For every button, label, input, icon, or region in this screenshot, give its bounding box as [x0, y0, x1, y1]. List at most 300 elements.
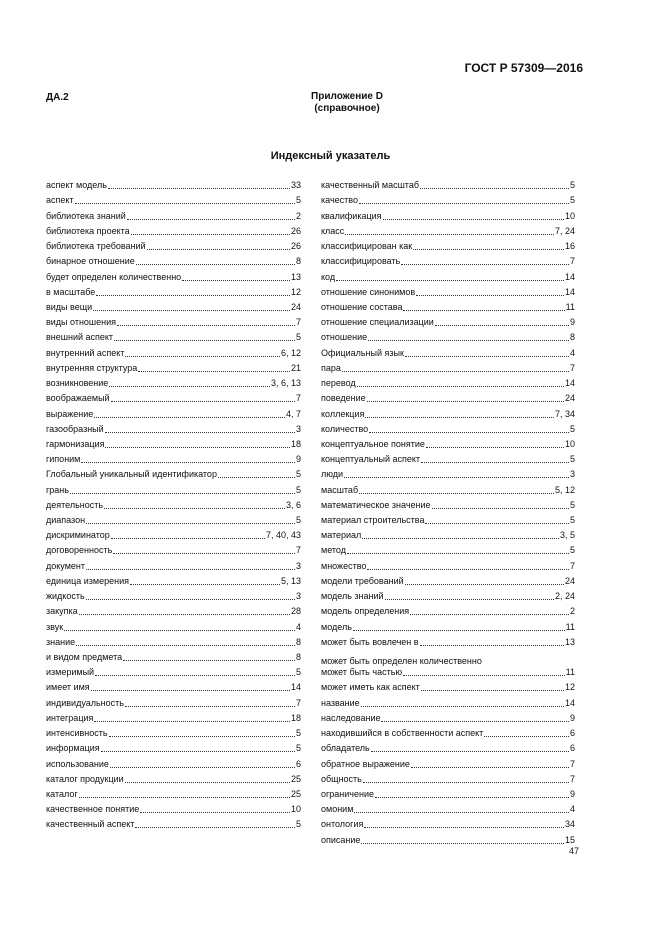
dot-leader [365, 407, 554, 418]
index-entry-term: обратное выражение [321, 758, 410, 769]
dot-leader [385, 589, 554, 600]
index-entry [321, 541, 575, 556]
index-entry [46, 511, 301, 526]
index-entry [46, 252, 301, 267]
index-entry-pages: 7, 40, 43 [265, 530, 301, 541]
index-entry-term: будет определен количественно [46, 271, 182, 282]
index-entry-pages: 11 [565, 301, 575, 312]
index-entry [321, 343, 575, 358]
index-entry-term: библиотека проекта [46, 225, 130, 236]
dot-leader [81, 452, 295, 463]
index-entry [321, 267, 575, 282]
index-entry-term: материал [321, 530, 362, 541]
index-entry-pages: 5 [295, 728, 301, 739]
index-entry-pages: 33 [290, 180, 301, 191]
index-entry-pages: 26 [290, 225, 301, 236]
index-entry-pages: 4 [295, 621, 301, 632]
index-entry-pages: 3, 6 [285, 499, 301, 510]
index-entry [321, 587, 575, 602]
index-entry [321, 450, 575, 465]
dot-leader [109, 726, 295, 737]
index-entry-pages: 6 [295, 758, 301, 769]
dot-leader [79, 604, 290, 615]
dot-leader [147, 239, 290, 250]
index-entry-pages: 5 [569, 545, 575, 556]
index-entry-pages: 5, 12 [554, 484, 575, 495]
index-entry [46, 709, 301, 724]
index-entry-pages: 5 [569, 499, 575, 510]
dot-leader [182, 270, 290, 281]
dot-leader [70, 483, 295, 494]
index-entry [46, 496, 301, 511]
dot-leader [367, 391, 564, 402]
dot-leader [357, 376, 564, 387]
index-entry [321, 572, 575, 587]
dot-leader [361, 833, 564, 844]
index-entry-term: дискриминатор [46, 530, 110, 541]
dot-leader [345, 224, 554, 235]
index-entry-term: внешний аспект [46, 332, 114, 343]
index-entry-pages: 3 [295, 591, 301, 602]
index-entry-term: количество [321, 423, 369, 434]
dot-leader [361, 696, 564, 707]
dot-leader [86, 513, 295, 524]
index-entry [321, 785, 575, 800]
index-entry-pages: 18 [290, 712, 301, 723]
dot-leader [79, 787, 290, 798]
index-entry-pages: 14 [290, 682, 301, 693]
index-entry-term: газообразный [46, 423, 104, 434]
index-entry-pages: 3, 6, 13 [270, 378, 301, 389]
dot-leader [353, 620, 565, 631]
index-entry-pages: 3 [569, 469, 575, 480]
index-entry-term: концептуальное понятие [321, 438, 425, 449]
index-entry-term: ограничение [321, 788, 374, 799]
index-entry-term: пара [321, 362, 341, 373]
dot-leader [127, 209, 295, 220]
index-entry [46, 389, 301, 404]
index-entry-pages: 8 [295, 256, 301, 267]
index-entry-term: виды отношения [46, 317, 117, 328]
dot-leader [86, 559, 295, 570]
index-entry [46, 420, 301, 435]
dot-leader [131, 224, 290, 235]
index-entry [321, 435, 575, 450]
index-entry-pages: 7, 34 [554, 408, 575, 419]
index-entry-pages: 15 [564, 834, 575, 845]
index-entry [46, 572, 301, 587]
dot-leader [117, 315, 295, 326]
index-entry-pages: 5 [295, 469, 301, 480]
index-entry [46, 328, 301, 343]
index-entry-term: отношение синонимов [321, 286, 416, 297]
index-entry-term: поведение [321, 393, 366, 404]
index-entry [46, 283, 301, 298]
index-entry-term: название [321, 697, 360, 708]
index-entry [321, 389, 575, 404]
dot-leader [403, 665, 565, 676]
dot-leader [426, 437, 564, 448]
index-entry-pages: 5 [295, 743, 301, 754]
index-entry [321, 830, 575, 845]
dot-leader [401, 254, 569, 265]
dot-leader [381, 711, 569, 722]
index-entry-pages: 7 [569, 560, 575, 571]
index-entry-term: аспект [46, 195, 74, 206]
index-entry [321, 709, 575, 724]
index-entry [46, 465, 301, 480]
index-entry-term: качественное понятие [46, 804, 140, 815]
index-entry-pages: 21 [290, 362, 301, 373]
index-entry-term: классифицировать [321, 256, 401, 267]
index-entry-term: единица измерения [46, 575, 129, 586]
index-entry [46, 267, 301, 282]
index-entry-pages: 5 [295, 515, 301, 526]
index-entry-pages: 5 [569, 180, 575, 191]
index-entry-term: Официальный язык [321, 347, 404, 358]
index-entry-pages: 34 [564, 819, 575, 830]
index-entry [46, 754, 301, 769]
index-entry-pages: 5 [295, 332, 301, 343]
index-entry-term: находившийся в собственности аспект [321, 728, 484, 739]
index-entry-pages: 14 [564, 271, 575, 282]
index-entry [46, 480, 301, 495]
index-entry-term: коллекция [321, 408, 365, 419]
index-entry-pages: 13 [290, 271, 301, 282]
index-entry [321, 252, 575, 267]
index-entry [321, 739, 575, 754]
index-entry-pages: 26 [290, 241, 301, 252]
index-entry-term: множество [321, 560, 367, 571]
index-entry-pages: 5 [569, 423, 575, 434]
index-entry [46, 556, 301, 571]
index-entry-pages: 25 [290, 773, 301, 784]
dot-leader [136, 254, 295, 265]
index-entry-term: грань [46, 484, 69, 495]
index-entry-pages: 6, 12 [280, 347, 301, 358]
index-entry-pages: 7, 24 [554, 225, 575, 236]
index-entry [46, 191, 301, 206]
index-entry-pages: 16 [564, 241, 575, 252]
index-entry-pages: 5, 13 [280, 575, 301, 586]
index-entry-term: информация [46, 743, 100, 754]
index-entry-term: договоренность [46, 545, 113, 556]
standard-designation: ГОСТ Р 57309—2016 [464, 61, 583, 75]
index-entry-term: общность [321, 773, 362, 784]
dot-leader [416, 285, 564, 296]
index-entry-pages: 11 [565, 667, 575, 678]
index-entry-pages: 4 [569, 804, 575, 815]
dot-leader [364, 817, 564, 828]
index-entry-pages: 10 [564, 438, 575, 449]
index-entry-pages: 9 [569, 317, 575, 328]
index-entry [321, 602, 575, 617]
index-entry-pages: 7 [295, 317, 301, 328]
dot-leader [140, 802, 290, 813]
index-entry [46, 785, 301, 800]
index-entry-pages: 8 [569, 332, 575, 343]
dot-leader [94, 407, 285, 418]
index-entry-pages: 5 [569, 515, 575, 526]
index-entry-term: воображаемый [46, 393, 110, 404]
dot-leader [64, 620, 295, 631]
index-entry-term: в масштабе [46, 286, 96, 297]
index-entry-term: аспект модель [46, 180, 107, 191]
dot-leader [125, 696, 295, 707]
dot-leader [342, 361, 569, 372]
index-entry-term: диапазон [46, 515, 86, 526]
dot-leader [109, 376, 270, 387]
dot-leader [383, 209, 564, 220]
index-entry-term: Глобальный уникальный идентификатор [46, 469, 217, 480]
index-entry-term: метод [321, 545, 346, 556]
dot-leader [375, 787, 569, 798]
dot-leader [411, 757, 569, 768]
index-entry-pages: 5 [569, 454, 575, 465]
dot-leader [218, 467, 295, 478]
index-entry-pages: 7 [569, 773, 575, 784]
index-entry-pages: 6 [569, 728, 575, 739]
dot-leader [369, 422, 569, 433]
dot-leader [96, 285, 290, 296]
index-entry-term: качественный масштаб [321, 180, 419, 191]
dot-leader [435, 315, 569, 326]
index-entry-term: использование [46, 758, 109, 769]
index-entry [46, 298, 301, 313]
dot-leader [362, 528, 559, 539]
dot-leader [371, 741, 569, 752]
index-entry-term: люди [321, 469, 344, 480]
index-entry-term: онтология [321, 819, 364, 830]
index-entry [46, 633, 301, 648]
index-entry-pages: 7 [295, 545, 301, 556]
index-entry-term: гипоним [46, 454, 81, 465]
index-entry-term: звук [46, 621, 64, 632]
index-entry-term: имеет имя [46, 682, 90, 693]
index-entry-pages: 10 [290, 804, 301, 815]
section-number: ДА.2 [46, 92, 69, 103]
index-entry-term: интеграция [46, 712, 94, 723]
index-entry-term: выражение [46, 408, 94, 419]
dot-leader [93, 300, 290, 311]
index-entry-term: качественный аспект [46, 819, 135, 830]
index-entry [321, 633, 575, 648]
index-entry [321, 191, 575, 206]
index-entry-pages: 28 [290, 606, 301, 617]
index-entry [321, 770, 575, 785]
index-column-left [46, 176, 301, 830]
index-entry-pages: 3 [295, 560, 301, 571]
index-entry-term: виды вещи [46, 301, 93, 312]
index-entry [321, 648, 575, 678]
index-entry [321, 237, 575, 252]
index-entry [321, 404, 575, 419]
index-entry [321, 511, 575, 526]
index-entry-term: квалификация [321, 210, 382, 221]
index-entry-term: концептуальный аспект [321, 454, 421, 465]
index-entry [321, 359, 575, 374]
index-entry-term: наследование [321, 712, 381, 723]
index-entry-pages: 8 [295, 652, 301, 662]
index-entry [321, 328, 575, 343]
dot-leader [110, 757, 295, 768]
dot-leader [76, 635, 295, 646]
index-entry-term: масштаб [321, 484, 359, 495]
index-entry-pages: 12 [290, 286, 301, 297]
index-entry-pages: 4 [569, 347, 575, 358]
index-entry [321, 465, 575, 480]
index-entry [46, 617, 301, 632]
dot-leader [125, 772, 290, 783]
index-entry-pages: 7 [569, 256, 575, 267]
index-entry-term: отношение специализации [321, 317, 434, 328]
index-entry [46, 724, 301, 739]
index-entry-term: модели требований [321, 575, 404, 586]
dot-leader [105, 437, 290, 448]
index-entry [46, 374, 301, 389]
index-entry-pages: 18 [290, 438, 301, 449]
dot-leader [367, 559, 569, 570]
index-entry-pages: 4, 7 [285, 408, 301, 419]
appendix-note: (справочное) [314, 103, 380, 114]
index-entry-pages: 5 [295, 819, 301, 830]
index-entry-pages: 7 [295, 393, 301, 404]
index-entry [321, 206, 575, 221]
index-entry-term: внутренний аспект [46, 347, 125, 358]
index-entry-pages: 9 [569, 788, 575, 799]
dot-leader [135, 817, 295, 828]
index-column-right [321, 176, 575, 846]
index-entry [46, 435, 301, 450]
dot-leader [130, 574, 280, 585]
index-entry-pages: 9 [295, 454, 301, 465]
index-entry-pages: 24 [290, 301, 301, 312]
index-entry-pages: 2 [295, 210, 301, 221]
index-entry-term: модель определения [321, 606, 410, 617]
index-entry-term: каталог [46, 788, 78, 799]
index-entry [321, 724, 575, 739]
index-entry [46, 222, 301, 237]
dot-leader [336, 270, 564, 281]
index-entry [46, 739, 301, 754]
index-entry-term-continued: может быть частью [321, 667, 403, 678]
index-entry-pages: 5 [295, 667, 301, 678]
index-entry [321, 496, 575, 511]
index-entry-pages: 5 [569, 195, 575, 206]
index-entry [46, 404, 301, 419]
index-entry-term: библиотека знаний [46, 210, 126, 221]
dot-leader [421, 680, 564, 691]
dot-leader [421, 452, 569, 463]
index-entry-pages: 14 [564, 286, 575, 297]
index-entry-pages: 3 [295, 423, 301, 434]
page-number: 47 [568, 846, 579, 856]
index-entry-pages: 2 [569, 606, 575, 617]
index-entry [321, 374, 575, 389]
index-entry-term: жидкость [46, 591, 85, 602]
index-entry-term: материал строительства [321, 515, 425, 526]
index-entry [46, 450, 301, 465]
dot-leader [403, 300, 564, 311]
dot-leader [405, 574, 564, 585]
dot-leader [86, 589, 295, 600]
index-entry-term: отношение [321, 332, 368, 343]
index-entry-term: отношение состава [321, 301, 403, 312]
dot-leader [111, 391, 295, 402]
index-entry-term: описание [321, 834, 361, 845]
index-entry-term: может быть определен количественно [321, 656, 482, 667]
index-entry-term: класс [321, 225, 345, 236]
dot-leader [95, 665, 295, 676]
index-entry [46, 526, 301, 541]
index-entry-term: индивидуальность [46, 697, 124, 708]
index-entry [321, 800, 575, 815]
index-entry-term: код [321, 271, 336, 282]
index-entry [321, 176, 575, 191]
dot-leader [420, 178, 569, 189]
index-entry [46, 800, 301, 815]
index-entry [46, 176, 301, 191]
index-entry-term: модель знаний [321, 591, 384, 602]
index-entry-term: закупка [46, 606, 78, 617]
dot-leader [104, 498, 285, 509]
index-entry [46, 237, 301, 252]
dot-leader [344, 467, 569, 478]
index-entry [321, 313, 575, 328]
dot-leader [347, 543, 569, 554]
index-entry [321, 526, 575, 541]
dot-leader [359, 193, 569, 204]
index-entry [46, 587, 301, 602]
dot-leader [114, 330, 295, 341]
index-entry-term: библиотека требований [46, 241, 146, 252]
dot-leader [91, 680, 290, 691]
index-entry [46, 313, 301, 328]
index-entry-term: перевод [321, 378, 356, 389]
index-entry-pages: 12 [564, 682, 575, 693]
index-entry-pages: 11 [565, 621, 575, 632]
index-entry-pages: 8 [295, 636, 301, 647]
index-entry [46, 693, 301, 708]
dot-leader [410, 604, 569, 615]
index-entry-term: гармонизация [46, 438, 105, 449]
index-entry-term: деятельность [46, 499, 104, 510]
index-entry-pages: 7 [569, 362, 575, 373]
index-entry [46, 343, 301, 358]
dot-leader [108, 178, 290, 189]
index-entry-pages: 13 [564, 636, 575, 647]
index-entry-pages: 24 [564, 393, 575, 404]
index-entry-term: интенсивность [46, 728, 108, 739]
index-entry-term: математическое значение [321, 499, 431, 510]
index-entry [321, 480, 575, 495]
index-entry [46, 663, 301, 678]
index-entry-term: измеримый [46, 667, 95, 678]
dot-leader [413, 239, 564, 250]
index-entry [46, 541, 301, 556]
index-entry-pages: 2, 24 [554, 591, 575, 602]
dot-leader [101, 741, 295, 752]
index-title: Индексный указатель [270, 150, 391, 162]
index-entry [46, 602, 301, 617]
dot-leader [125, 346, 280, 357]
index-entry-term: знание [46, 636, 76, 647]
index-entry-term: может быть вовлечен в [321, 636, 419, 647]
dot-leader [405, 346, 569, 357]
dot-leader [359, 483, 554, 494]
index-entry-pages: 14 [564, 378, 575, 389]
index-entry-pages: 3, 5 [559, 530, 575, 541]
